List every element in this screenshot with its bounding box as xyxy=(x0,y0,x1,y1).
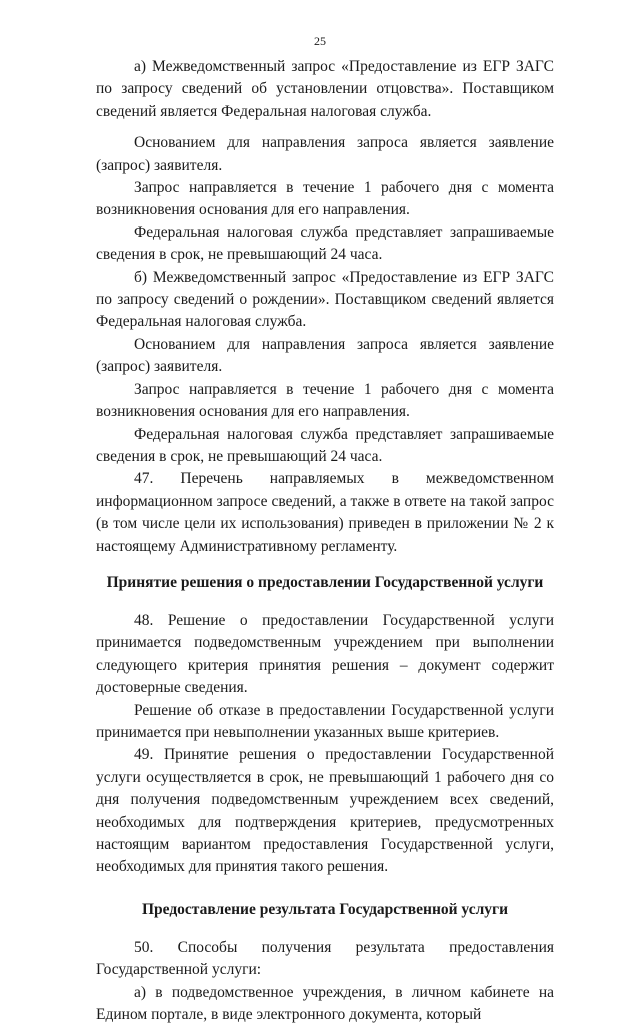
paragraph-request-birth: б) Межведомственный запрос «Предоставление из ЕГР ЗАГС по запросу сведений о рождении». Поставщиком сведений является Федеральная налоговая служба. xyxy=(96,268,554,331)
paragraph-response: Федеральная налоговая служба представляет запрашиваемые сведения в срок, не превышающий 24 часа. xyxy=(96,425,554,465)
paragraph-response: Федеральная налоговая служба представляет запрашиваемые сведения в срок, не превышающий 24 часа. xyxy=(96,223,554,264)
paragraph-request-paternity: а) Межведомственный запрос «Предоставление из ЕГР ЗАГС по запросу сведений об установлении отцовства». Поставщиком сведений является Федеральная налоговая служба. xyxy=(96,58,554,120)
section-heading-result: Предоставление результата Государственной услуги xyxy=(141,900,509,918)
page-number: 25 xyxy=(314,34,326,48)
paragraph-47: 47. Перечень направляемых в межведомственном информационном запросе сведений, а также в ответе на такой запрос (в том числе цели их использования) приведен в приложении № 2 к настоящему Административному регламенту. xyxy=(96,470,554,555)
paragraph-refusal: Решение об отказе в предоставлении Государственной услуги принимается при невыполнении указанных выше критериев. xyxy=(96,701,554,741)
paragraph-basis: Основанием для направления запроса является заявление (запрос) заявителя. xyxy=(96,335,554,376)
paragraph-timing: Запрос направляется в течение 1 рабочего дня с момента возникновения основания для его направления. xyxy=(96,380,554,421)
paragraph-basis: Основанием для направления запроса является заявление (запрос) заявителя. xyxy=(96,134,554,174)
paragraph-50: 50. Способы получения результата предоставления Государственной услуги: xyxy=(96,938,554,979)
section-heading-decision: Принятие решения о предоставлении Государственной услуги xyxy=(106,573,544,591)
paragraph-48: 48. Решение о предоставлении Государственной услуги принимается подведомственным учреждением при выполнении следующего критерия принятия решения – документ содержит достоверные сведения. xyxy=(96,611,554,697)
paragraph-49: 49. Принятие решения о предоставлении Государственной услуги осуществляется в срок, не превышающий 1 рабочего дня со дня получения подведомственным учреждением всех сведений, необходимых для подтверждения критериев, предусмотренных настоящим вариантом предоставления Государственной услуги, необходимых для принятия такого решения. xyxy=(96,746,554,876)
document-body xyxy=(96,56,554,1026)
paragraph-50a: а) в подведомственное учреждения, в личном кабинете на Едином портале, в виде электронного документа, который xyxy=(96,983,554,1024)
paragraph-timing: Запрос направляется в течение 1 рабочего дня с момента возникновения основания для его направления. xyxy=(96,179,554,219)
